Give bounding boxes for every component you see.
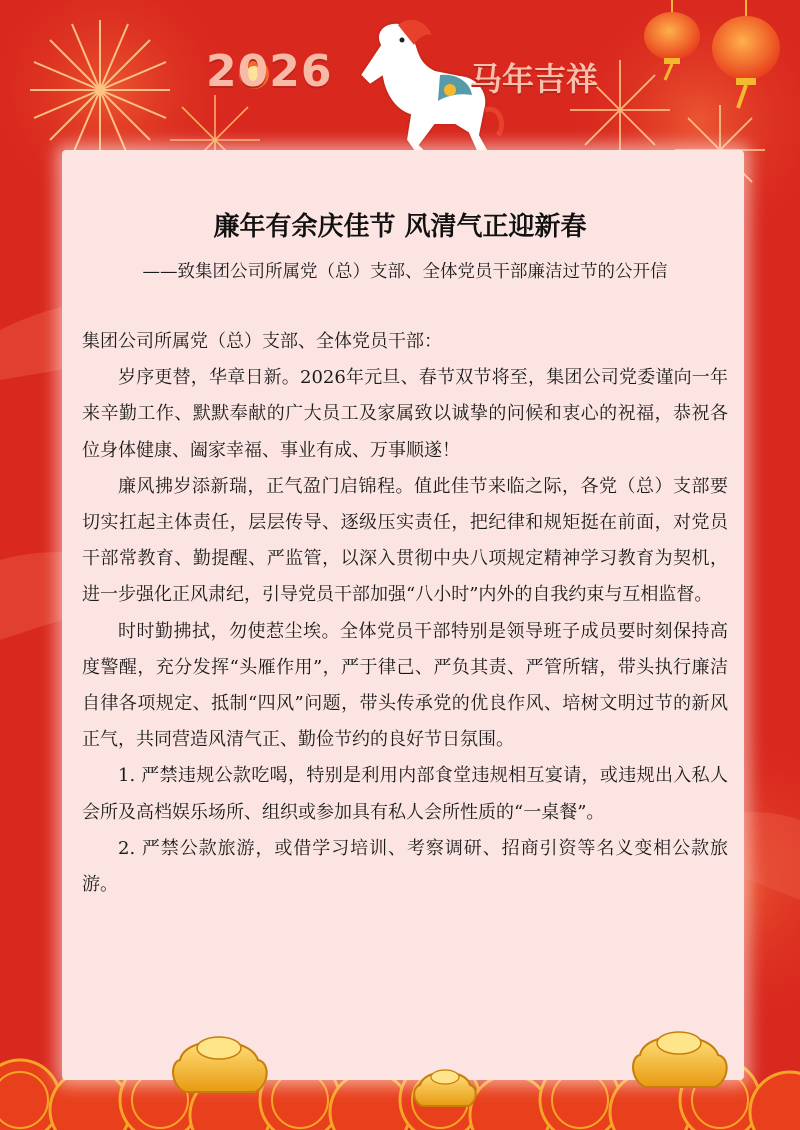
slogan-banner: 马年吉祥 bbox=[470, 60, 599, 98]
year-banner: 2026 bbox=[206, 46, 333, 97]
rule-item-2: 2. 严禁公款旅游，或借学习培训、考察调研、招商引资等名义变相公款旅游。 bbox=[82, 837, 728, 896]
letter-subtitle: ——致集团公司所属党（总）支部、全体党员干部廉洁过节的公开信 bbox=[142, 262, 668, 282]
rule-item-1: 1. 严禁违规公款吃喝，特别是利用内部食堂违规相互宴请，或违规出入私人会所及高档娱乐场所、组织或参加具有私人会所性质的“一桌餐”。 bbox=[82, 765, 728, 823]
paragraph-vigilance: 时时勤拂拭，勿使惹尘埃。全体党员干部特别是领导班子成员要时刻保持高度警醒，充分发挥“头雁作用”，严于律己、严负其责、严管所辖，带头执行廉洁自律各项规定、抵制“四风”问题，带头传承党的优良作风、培树文明过节的新风正气，共同营造风清气正、勤俭节约的良好节日氛围。 bbox=[82, 620, 728, 751]
paragraph-greeting: 岁序更替，华章日新。2026年元旦、春节双节将至，集团公司党委谨向一年来辛勤工作、默默奉献的广大员工及家属致以诚挚的问候和衷心的祝福，恭祝各位身体健康、阖家幸福、事业有成、万事顺遂！ bbox=[82, 367, 728, 461]
paragraph-responsibility: 廉风拂岁添新瑞，正气盈门启锦程。值此佳节来临之际，各党（总）支部要切实扛起主体责任，层层传导、逐级压实责任，把纪律和规矩挺在前面，对党员干部常教育、勤提醒、严监管，以深入贯彻中央八项规定精神学习教育为契机，进一步强化正风肃纪，引导党员干部加强“八小时”内外的自我约束与互相监督。 bbox=[82, 475, 728, 606]
fireworks-icon bbox=[30, 20, 170, 160]
letter-title: 廉年有余庆佳节 风清气正迎新春 bbox=[213, 212, 587, 242]
salutation: 集团公司所属党（总）支部、全体党员干部： bbox=[82, 331, 442, 352]
letter-body bbox=[82, 324, 728, 903]
